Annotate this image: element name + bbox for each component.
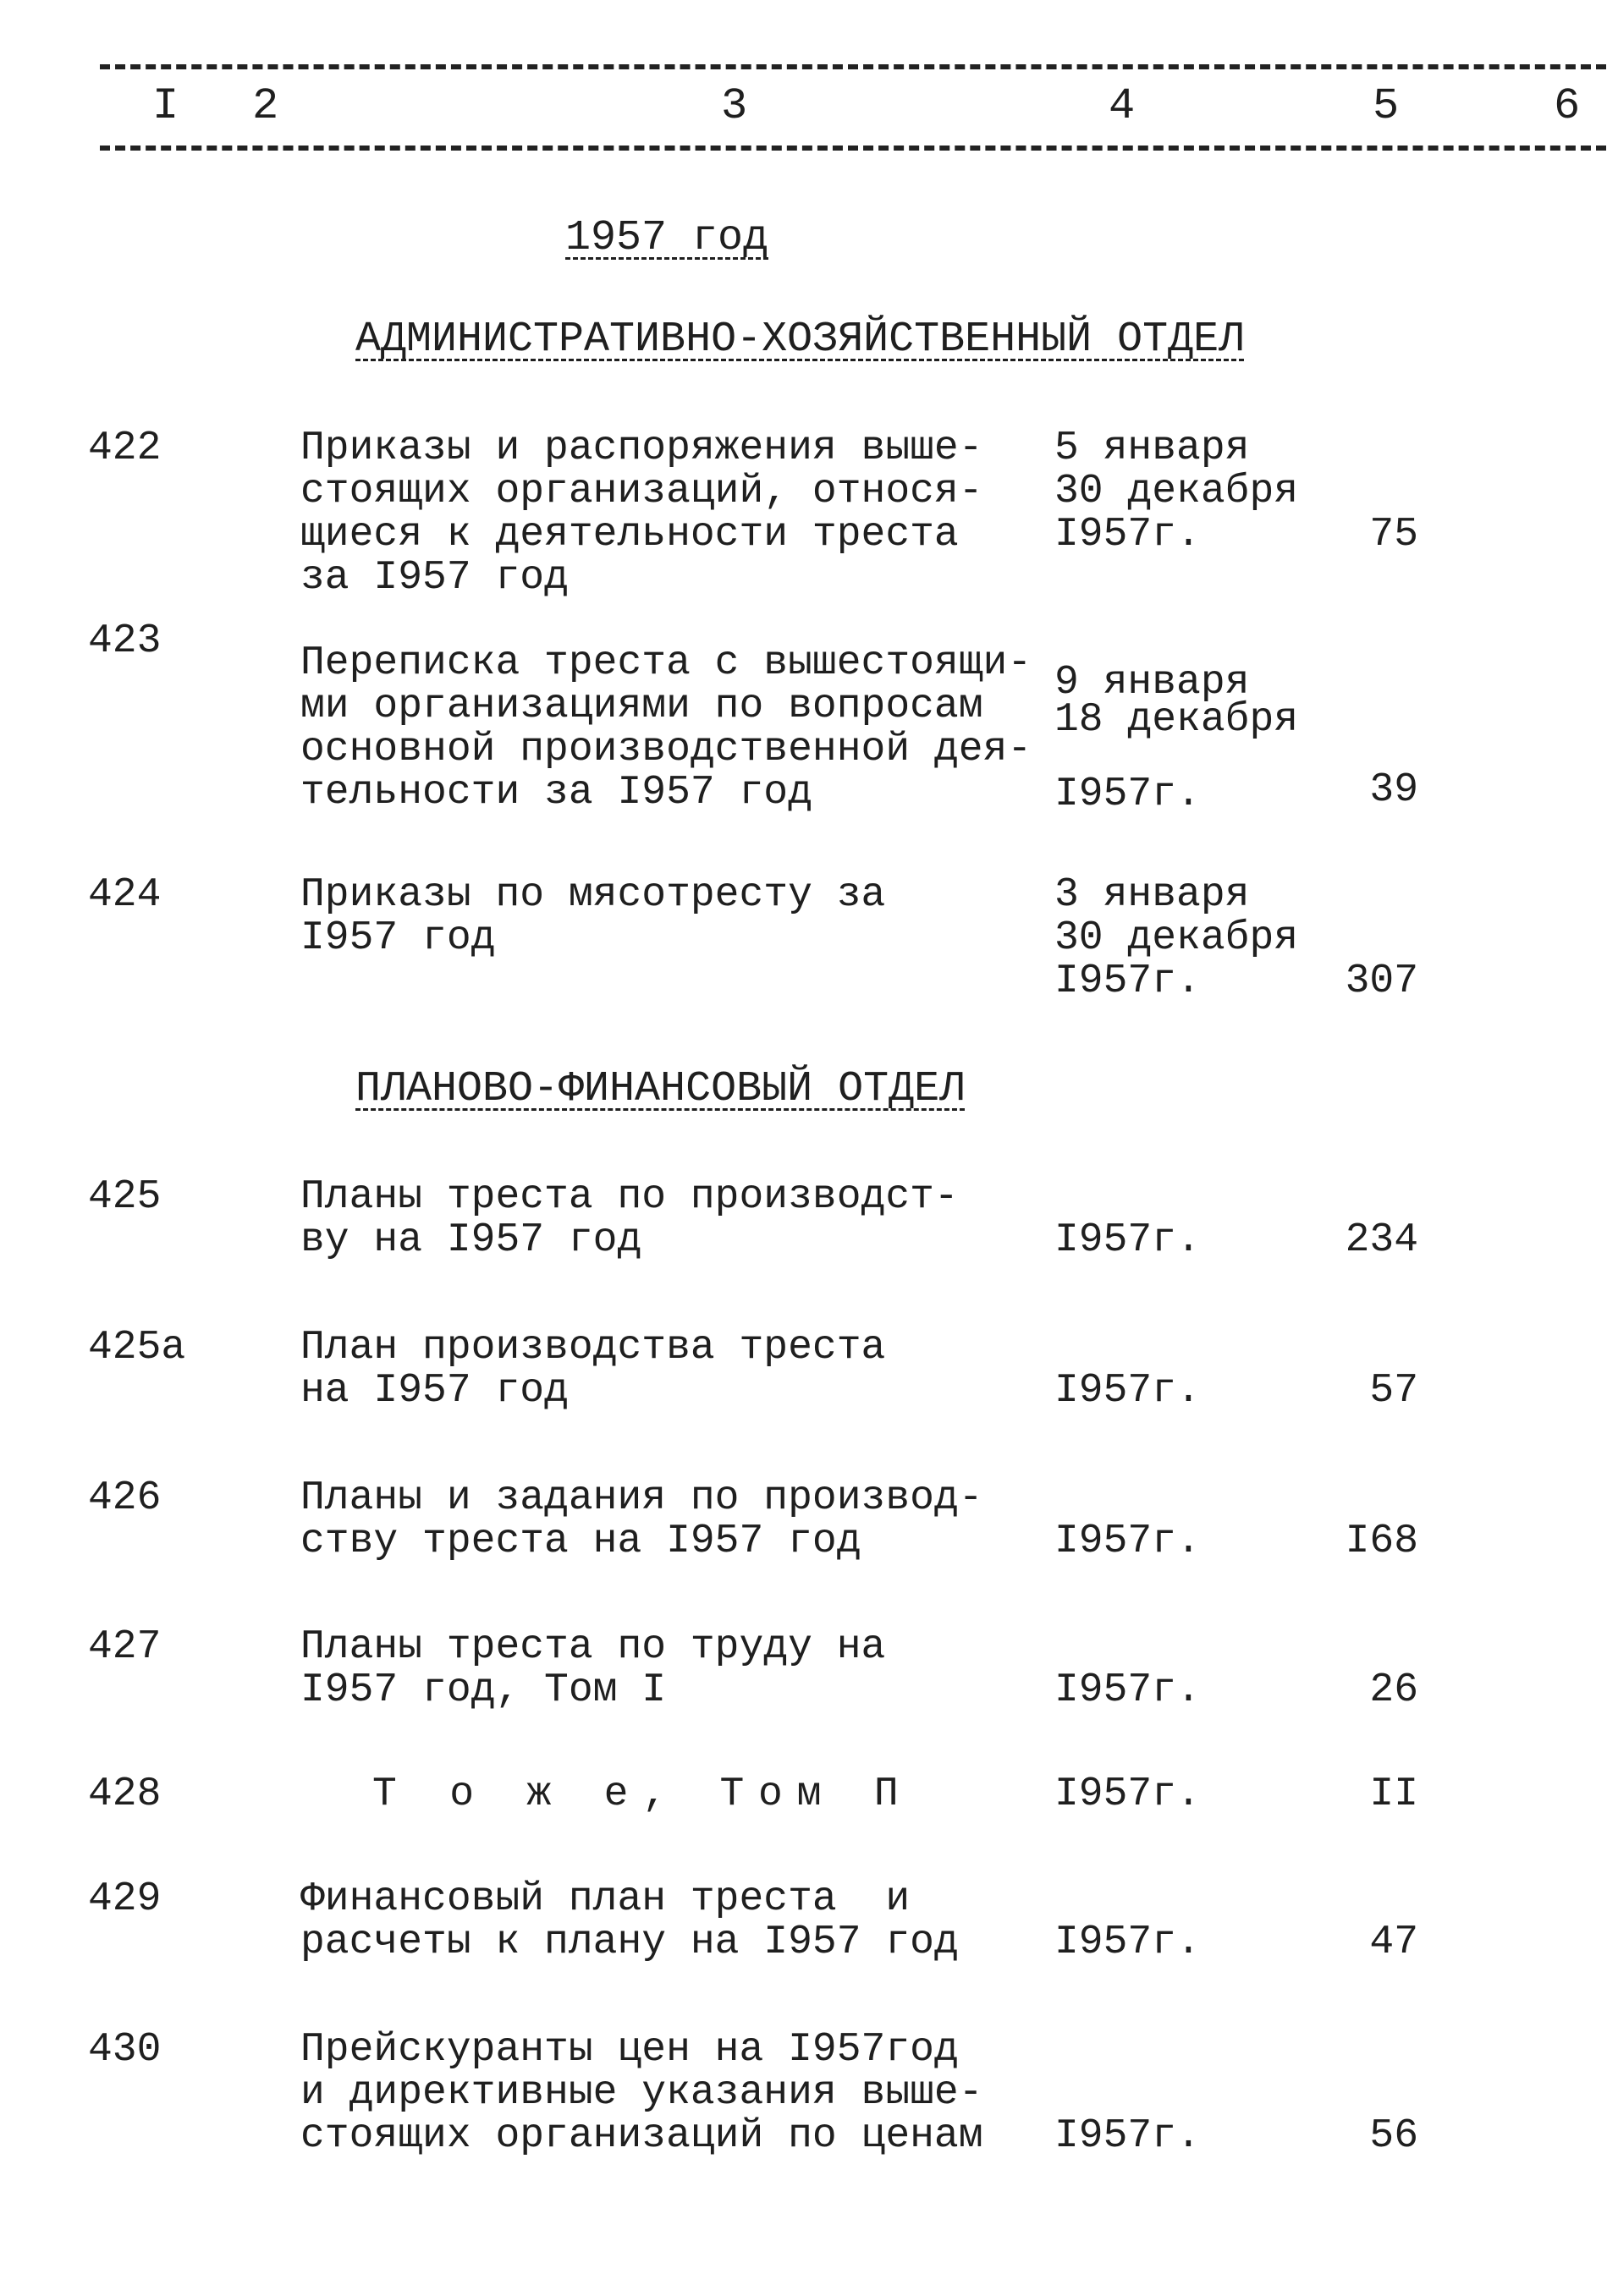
- record-dates: 9 января 18 декабря I957г.: [1054, 660, 1299, 817]
- record-number: 430: [88, 2027, 162, 2073]
- header-top-rule: [100, 64, 1606, 69]
- record-number: 427: [88, 1624, 162, 1670]
- record-row: [0, 618, 1607, 817]
- record-row: [0, 874, 1607, 1043]
- record-row: [0, 1176, 1607, 1345]
- record-row: [0, 1327, 1607, 1496]
- column-header-6: 6: [1554, 81, 1581, 131]
- record-sheet-count: 47: [1369, 1920, 1418, 1965]
- record-sheet-count: 307: [1345, 958, 1418, 1004]
- record-description: Финансовый план треста и расчеты к плану на I957 год: [300, 1876, 959, 1965]
- record-sheet-count: 57: [1369, 1368, 1418, 1414]
- record-description: Прейскуранты цен на I957год и директивные указания выше- стоящих организаций по ценам: [300, 2027, 983, 2159]
- record-description: План производства треста на I957 год: [300, 1325, 886, 1414]
- record-dates: I957г.: [1054, 1920, 1201, 1965]
- record-row: [0, 1477, 1607, 1646]
- column-header-2: 2: [252, 81, 279, 131]
- record-sheet-count: 39: [1369, 767, 1418, 813]
- section-title-planning: ПЛАНОВО-ФИНАНСОВЫЙ ОТДЕЛ: [355, 1065, 966, 1113]
- column-header-5: 5: [1373, 81, 1400, 131]
- record-sheet-count: II: [1369, 1771, 1418, 1817]
- record-description: Приказы и распоряжения выше- стоящих организаций, относя- щиеся к деятельности треста за I957 год: [300, 426, 983, 601]
- record-dates: I957г.: [1054, 1771, 1201, 1817]
- record-sheet-count: 234: [1345, 1217, 1418, 1263]
- header-bottom-rule: [100, 146, 1606, 151]
- record-number: 423: [88, 618, 162, 664]
- record-description: Переписка треста с вышестоящи- ми организациями по вопросам основной производственной дея- тельности за I957 год: [300, 640, 1032, 816]
- record-description: Т о ж е, Том П: [372, 1771, 913, 1817]
- record-row: [0, 1878, 1607, 2047]
- year-title: 1957 год: [565, 214, 769, 262]
- column-header-4: 4: [1109, 81, 1136, 131]
- section-title-admin: АДМИНИСТРАТИВНО-ХОЗЯЙСТВЕННЫЙ ОТДЕЛ: [355, 316, 1245, 364]
- record-dates: I957г.: [1054, 1368, 1201, 1414]
- record-dates: I957г.: [1054, 1667, 1201, 1713]
- record-sheet-count: 56: [1369, 2113, 1418, 2159]
- record-number: 422: [88, 426, 162, 471]
- record-row: [0, 426, 1607, 601]
- record-dates: 5 января 30 декабря I957г.: [1054, 426, 1299, 558]
- column-header-1: I: [152, 81, 179, 131]
- record-dates: I957г.: [1054, 1217, 1201, 1263]
- record-dates: 3 января 30 декабря I957г.: [1054, 872, 1299, 1004]
- record-dates: I957г.: [1054, 2113, 1201, 2159]
- record-sheet-count: 75: [1369, 512, 1418, 558]
- record-number: 425а: [88, 1325, 186, 1370]
- record-number: 429: [88, 1876, 162, 1922]
- record-description: Приказы по мясотресту за I957 год: [300, 872, 886, 961]
- record-row: [0, 1626, 1607, 1795]
- record-sheet-count: 26: [1369, 1667, 1418, 1713]
- record-description: Планы треста по производст- ву на I957 год: [300, 1174, 959, 1263]
- record-number: 428: [88, 1771, 162, 1817]
- record-dates: I957г.: [1054, 1519, 1201, 1564]
- record-number: 424: [88, 872, 162, 918]
- record-description: Планы треста по труду на I957 год, Том I: [300, 1624, 886, 1713]
- column-header-3: 3: [721, 81, 748, 131]
- record-number: 426: [88, 1475, 162, 1521]
- record-number: 425: [88, 1174, 162, 1220]
- record-row: [0, 2029, 1607, 2198]
- record-sheet-count: I68: [1345, 1519, 1418, 1564]
- record-description: Планы и задания по производ- ству треста на I957 год: [300, 1475, 983, 1564]
